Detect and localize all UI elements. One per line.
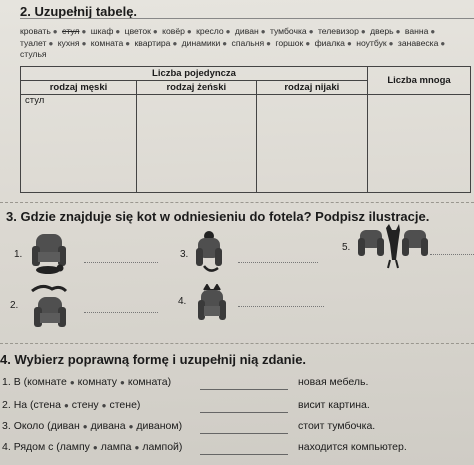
word-bank-item: стулья: [20, 49, 47, 59]
answer-option[interactable]: лампу: [59, 441, 90, 453]
bullet-separator: ●: [120, 378, 125, 387]
sentence-2: [2, 399, 140, 411]
sentence-ending: находится компьютер.: [298, 441, 407, 453]
bullet-separator: ●: [308, 27, 314, 36]
exercise-2-heading: [20, 4, 137, 19]
answer-option[interactable]: диван: [50, 420, 80, 432]
word-bank-item: ванна: [404, 26, 429, 36]
answer-option[interactable]: стену: [71, 399, 99, 411]
bullet-separator: ●: [115, 27, 121, 36]
bullet-separator: ●: [305, 38, 311, 48]
feminine-cell[interactable]: [136, 95, 256, 193]
bullet-separator: ●: [395, 27, 401, 36]
exercise-3-title: Gdzie znajduje się kot w odniesieniu do fotela? Podpisz ilustracje.: [20, 209, 430, 224]
word-bank-item: горшок: [275, 37, 304, 48]
word-bank-item: спальня: [231, 37, 265, 48]
bullet-separator: ●: [266, 38, 271, 48]
answer-option[interactable]: диваном: [136, 420, 179, 432]
bullet-separator: ●: [69, 378, 75, 387]
noun-gender-table: [20, 66, 471, 193]
answer-option[interactable]: комнате: [27, 376, 67, 388]
exercise-3-heading: [6, 209, 429, 224]
cat-under-armchair-icon: [30, 230, 72, 276]
answer-blank[interactable]: [200, 433, 288, 434]
bullet-separator: ●: [186, 27, 192, 36]
word-bank-item: кресло: [196, 26, 224, 36]
bullet-separator: ●: [152, 27, 158, 36]
word-bank-item: кровать: [20, 26, 51, 36]
answer-line-2[interactable]: [84, 312, 158, 313]
sentence-ending: стоит тумбочка.: [298, 420, 376, 432]
sentence-ending: висит картина.: [298, 399, 370, 411]
answer-blank[interactable]: [200, 412, 288, 413]
masculine-cell[interactable]: [21, 95, 137, 193]
feminine-header: rodzaj żeński: [136, 81, 256, 95]
cat-between-armchairs-icon: [358, 224, 428, 270]
sentence-1: [2, 376, 171, 388]
example-entry: стул: [25, 95, 45, 106]
word-bank-item: цветок: [124, 26, 151, 36]
word-bank-item: ноутбук: [356, 37, 387, 48]
answer-line-1[interactable]: [84, 262, 158, 263]
word-bank-item: тумбочка: [269, 26, 307, 36]
exercise-3-number: 3.: [6, 209, 17, 224]
neuter-cell[interactable]: [256, 95, 367, 193]
answer-line-5[interactable]: [430, 254, 474, 255]
exercise-4-number: 4.: [0, 352, 11, 367]
cat-behind-armchair-icon: [194, 230, 224, 274]
word-bank-item: ковёр: [162, 26, 185, 36]
sentence-prefix: В (: [13, 376, 28, 388]
masculine-header: rodzaj męski: [21, 81, 137, 95]
picture-3-number: 3.: [180, 249, 189, 260]
word-bank-item: телевизор: [317, 26, 359, 36]
bullet-separator: ●: [81, 27, 87, 36]
bullet-separator: ●: [440, 38, 446, 48]
answer-option[interactable]: стене: [109, 399, 137, 411]
plural-header: Liczba mnoga: [368, 67, 471, 95]
answer-blank[interactable]: [200, 454, 288, 455]
bullet-separator: ●: [172, 38, 178, 48]
bullet-separator: ●: [260, 27, 266, 36]
word-bank-item: стул: [62, 26, 80, 36]
sentence-ending: новая мебель.: [298, 376, 369, 388]
sentence-3: [2, 420, 182, 432]
plural-cell[interactable]: [368, 95, 471, 193]
bullet-separator: ●: [52, 27, 58, 36]
word-bank-item: диван: [234, 26, 259, 36]
picture-2-number: 2.: [10, 300, 19, 311]
word-bank-item: кухня: [57, 37, 80, 48]
word-bank-item: занавеска: [397, 37, 439, 48]
word-bank-item: фиалка: [314, 37, 345, 48]
sentence-suffix: ): [178, 441, 183, 453]
answer-option[interactable]: стена: [33, 399, 61, 411]
answer-option[interactable]: лампа: [100, 441, 132, 453]
header-rule: [20, 18, 474, 19]
sentence-suffix: ): [136, 399, 141, 411]
answer-option[interactable]: лампой: [142, 441, 179, 453]
answer-option[interactable]: комнату: [77, 376, 118, 388]
bullet-separator: ●: [222, 38, 228, 48]
bullet-separator: ●: [360, 27, 366, 36]
answer-line-4[interactable]: [238, 306, 324, 307]
cat-on-armchair-icon: [28, 283, 72, 331]
sentence-suffix: ): [167, 376, 172, 388]
exercise-4-title: Wybierz poprawną formę i uzupełnij nią zdanie.: [14, 352, 307, 367]
sentence-prefix: Около (: [13, 420, 51, 432]
bullet-separator: ●: [430, 27, 436, 36]
bullet-separator: ●: [134, 443, 140, 452]
word-bank: [20, 26, 472, 60]
answer-line-3[interactable]: [238, 262, 318, 263]
sentence-suffix: ): [178, 420, 183, 432]
word-bank-item: туалет: [20, 37, 47, 48]
exercise-4-heading: [0, 352, 306, 367]
sentence-number: 2.: [2, 399, 14, 411]
answer-option[interactable]: дивана: [90, 420, 126, 432]
bullet-separator: ●: [388, 38, 394, 48]
answer-option[interactable]: комната: [127, 376, 168, 388]
sentence-number: 4.: [2, 441, 14, 453]
section-divider: [0, 202, 474, 203]
sentence-number: 1.: [2, 376, 14, 388]
picture-1-number: 1.: [14, 249, 23, 260]
bullet-separator: ●: [92, 443, 98, 452]
cat-in-armchair-icon: [196, 284, 228, 328]
bullet-separator: ●: [82, 422, 88, 431]
neuter-header: rodzaj nijaki: [256, 81, 367, 95]
picture-4-number: 4.: [178, 296, 187, 307]
word-bank-item: дверь: [370, 26, 394, 36]
singular-header: Liczba pojedyncza: [21, 67, 368, 81]
exercise-2-number: 2.: [20, 4, 31, 19]
word-bank-item: квартира: [134, 37, 171, 48]
bullet-separator: ●: [346, 38, 352, 48]
word-bank-item: динамики: [181, 37, 221, 48]
bullet-separator: ●: [225, 27, 231, 36]
bullet-separator: ●: [101, 401, 107, 410]
section-divider-2: [0, 343, 474, 344]
picture-5-number: 5.: [342, 242, 351, 253]
bullet-separator: ●: [48, 38, 54, 48]
exercise-2-title: Uzupełnij tabelę.: [34, 4, 138, 19]
sentence-4: [2, 441, 182, 453]
bullet-separator: ●: [63, 401, 69, 410]
word-bank-item: шкаф: [90, 26, 114, 36]
sentence-prefix: На (: [13, 399, 34, 411]
bullet-separator: ●: [125, 38, 131, 48]
word-bank-item: комната: [90, 37, 124, 48]
sentence-prefix: Рядом с (: [13, 441, 60, 453]
sentence-number: 3.: [2, 420, 14, 432]
answer-blank[interactable]: [200, 389, 288, 390]
bullet-separator: ●: [128, 422, 134, 431]
bullet-separator: ●: [81, 38, 87, 48]
